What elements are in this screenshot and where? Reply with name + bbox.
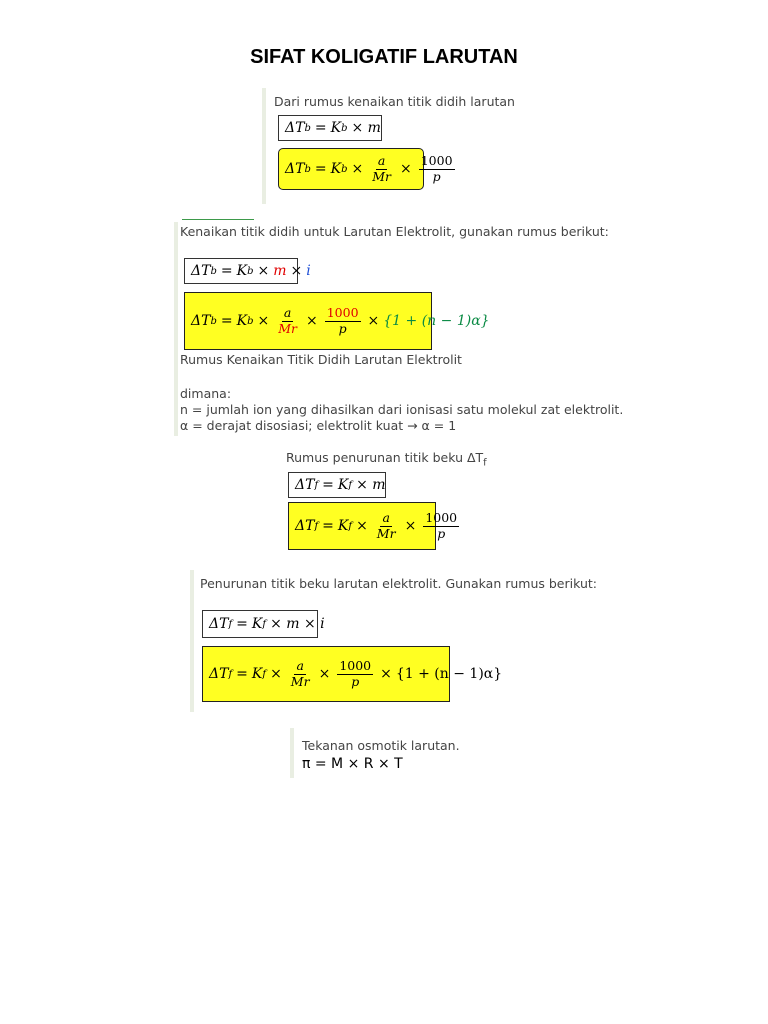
formula-freezing-basic: ΔT f = K f × m [288,472,386,498]
formula-electrolyte-basic: ΔT b = K b × m × i [184,258,298,284]
section-boiling-electrolyte [174,222,624,436]
osmotic-formula: π = M × R × T [302,756,403,772]
section-caption: Rumus penurunan titik beku $\Delta T_f$ [286,450,487,469]
panel-border [174,222,178,436]
section-caption: Kenaikan titik didih untuk Larutan Elektrolit, gunakan rumus berikut: [180,224,609,239]
panel-border [290,728,294,778]
panel-border [262,88,266,204]
section-caption: Tekanan osmotik larutan. [302,738,460,753]
section-boiling-point [262,88,515,204]
section-freezing-point [280,446,487,556]
dimana-label: dimana: [180,386,232,401]
page-title: SIFAT KOLIGATIF LARUTAN [250,46,518,68]
formula-label: Rumus Kenaikan Titik Didih Larutan Elektrolit [180,352,462,367]
formula-freezing-electrolyte-basic: ΔT f = K f × m × i [202,610,318,638]
formula-electrolyte-expanded: ΔT b = K b × $\frac{a}{Mr}$ × $\frac{1000}{p}$ × {1 + (n − 1)α} [184,292,432,350]
alpha-definition: α = derajat disosiasi; elektrolit kuat → α = 1 [180,418,457,433]
formula-basic: ΔT b = K b × m [278,115,382,141]
section-caption: Dari rumus kenaikan titik didih larutan [274,94,515,109]
section-caption: Penurunan titik beku larutan elektrolit. Gunakan rumus berikut: [200,576,597,591]
formula-freezing-expanded: ΔT f = K f × $\frac{a}{Mr}$ × $\frac{1000}{p}$ [288,502,436,550]
section-osmotic [290,728,460,778]
section-freezing-electrolyte [190,570,597,712]
formula-freezing-electrolyte-expanded: ΔT f = K f × $\frac{a}{Mr}$ × $\frac{1000}{p}$ × {1 + (n − 1)α} [202,646,450,702]
panel-border [190,570,194,712]
formula-expanded: ΔT b = K b × $\frac{a}{Mr}$ × $\frac{1000}{p}$ [278,148,424,190]
green-rule [182,219,254,220]
n-definition: n = jumlah ion yang dihasilkan dari ionisasi satu molekul zat elektrolit. [180,402,624,417]
